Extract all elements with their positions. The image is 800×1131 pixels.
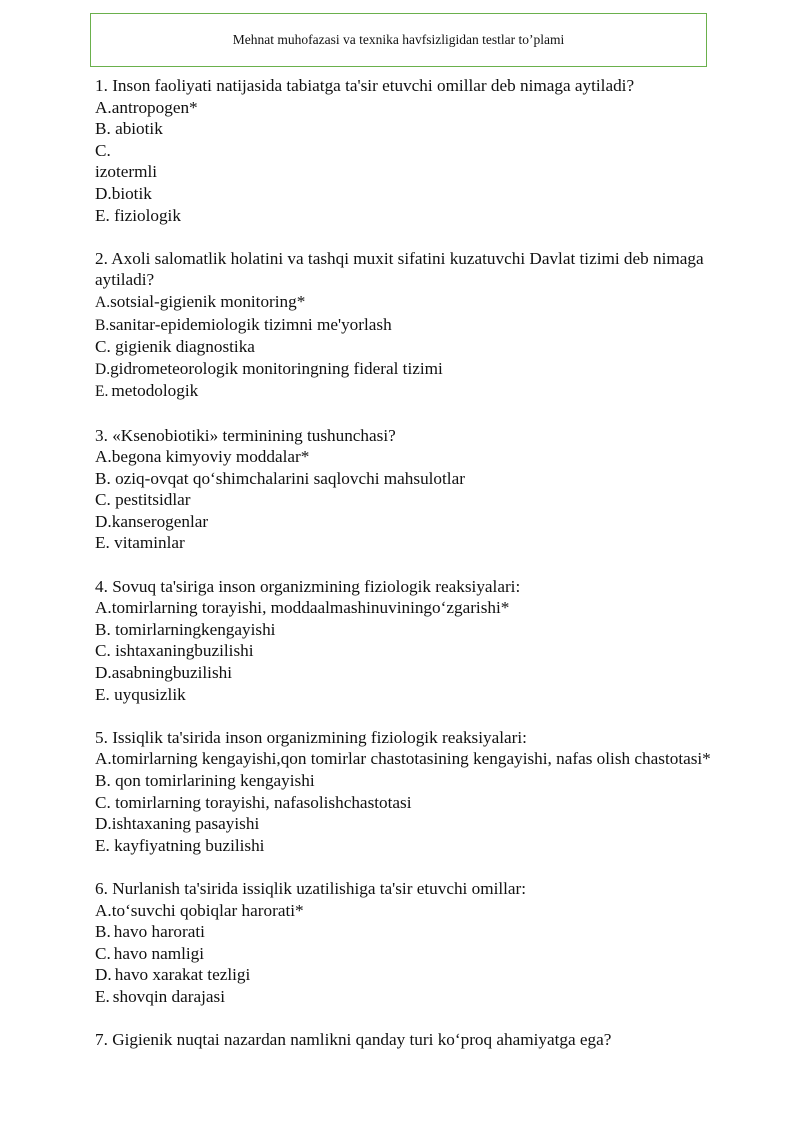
question-7 (95, 1029, 715, 1051)
option-b: B. abiotik (95, 119, 163, 139)
option-c: C. havo namligi (95, 943, 204, 963)
question-text: 1. Inson faoliyati natijasida tabiatga ta'sir etuvchi omillar deb nimaga aytiladi? (95, 76, 635, 95)
header-title: Mehnat muhofazasi va texnika havfsizligidan testlar to’plami (232, 32, 565, 47)
option-c-continued: izotermli (95, 162, 158, 182)
option-d: D.kanserogenlar (95, 511, 209, 531)
question-2 (95, 248, 715, 403)
option-e: E. uyqusizlik (95, 684, 186, 704)
option-c: C. tomirlarning torayishi, nafasolishchastotasi (95, 792, 412, 812)
option-e: E. kayfiyatning buzilishi (95, 835, 265, 855)
option-e: E. shovqin darajasi (95, 986, 225, 1006)
test-document (95, 75, 715, 1072)
option-a: A.tomirlarning kengayishi,qon tomirlar chastotasining kengayishi, nafas olish chastotasi* (95, 749, 711, 769)
option-c: C. gigienik diagnostika (95, 337, 255, 357)
question-5 (95, 727, 715, 857)
page-header-box (90, 13, 707, 67)
option-c: C. pestitsidlar (95, 490, 191, 510)
option-a: A.sotsial-gigienik monitoring* (95, 291, 306, 311)
question-text: 5. Issiqlik ta'sirida inson organizmining fiziologik reaksiyalari: (95, 727, 527, 747)
option-a: A.antropogen* (95, 97, 198, 117)
question-3 (95, 425, 715, 555)
option-a: A.begona kimyoviy moddalar* (95, 447, 310, 467)
question-4 (95, 576, 715, 706)
question-1 (95, 75, 715, 226)
option-b: B. qon tomirlarining kengayishi (95, 771, 315, 790)
option-c: C. (95, 140, 111, 160)
question-text: 6. Nurlanish ta'sirida issiqlik uzatilishiga ta'sir etuvchi omillar: (95, 878, 527, 898)
option-b: B.sanitar-epidemiologik tizimni me'yorlash (95, 314, 392, 334)
question-text: 7. Gigienik nuqtai nazardan namlikni qanday turi ko‘proq ahamiyatga ega? (95, 1030, 612, 1050)
option-d: D.gidrometeorologik monitoringning fideral tizimi (95, 358, 443, 378)
option-b: B. havo harorati (95, 922, 205, 942)
option-e: E. fiziologik (95, 205, 181, 225)
option-a: A.tomirlarning torayishi, moddaalmashinuviningo‘zgarishi* (95, 598, 510, 618)
option-e: E. metodologik (95, 381, 199, 401)
option-a: A.to‘suvchi qobiqlar harorati* (95, 900, 304, 920)
option-d: D.asabningbuzilishi (95, 663, 233, 683)
question-text: 2. Axoli salomatlik holatini va tashqi muxit sifatini kuzatuvchi Davlat tizimi deb nimaga aytiladi? (95, 248, 704, 290)
option-c: C. ishtaxaningbuzilishi (95, 641, 254, 661)
option-d: D.biotik (95, 183, 152, 203)
option-b: B. oziq-ovqat qo‘shimchalarini saqlovchi mahsulotlar (95, 468, 465, 488)
question-text: 3. «Ksenobiotiki» terminining tushunchasi? (95, 425, 396, 445)
option-b: B. tomirlarningkengayishi (95, 619, 276, 639)
question-6 (95, 878, 715, 1008)
option-d: D. havo xarakat tezligi (95, 965, 251, 985)
option-e: E. vitaminlar (95, 533, 185, 553)
question-text: 4. Sovuq ta'siriga inson organizmining fiziologik reaksiyalari: (95, 576, 521, 596)
option-d: D.ishtaxaning pasayishi (95, 814, 260, 834)
